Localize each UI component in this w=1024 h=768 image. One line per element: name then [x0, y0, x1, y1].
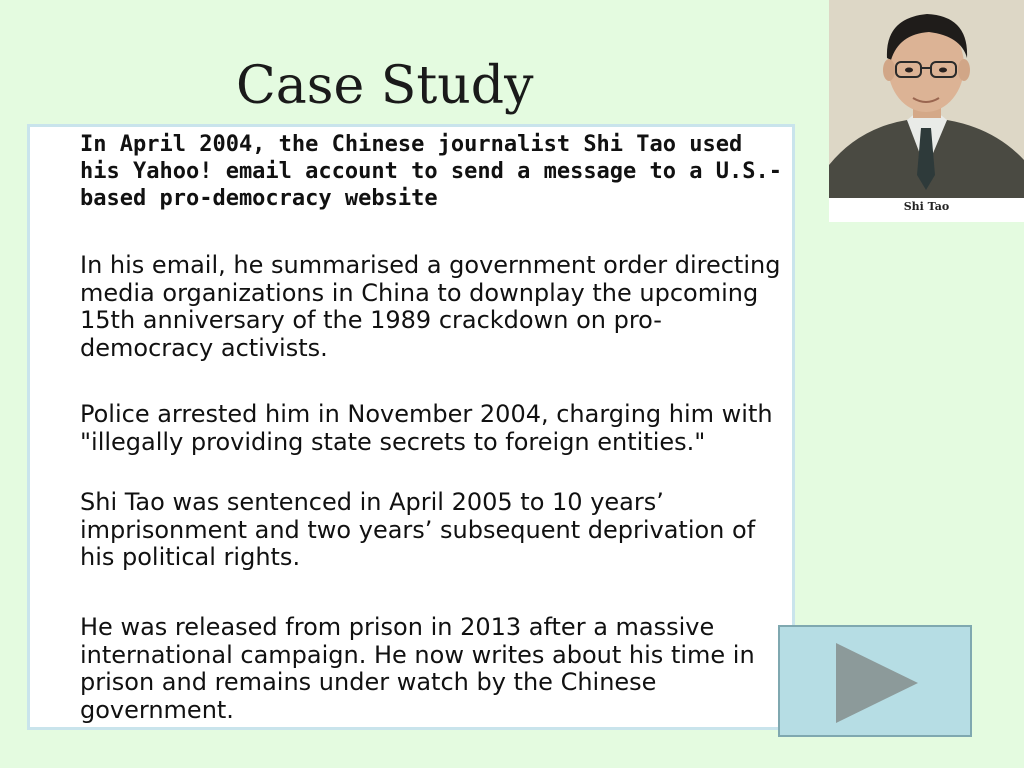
- paragraph-4: Shi Tao was sentenced in April 2005 to 10 years’ imprisonment and two years’ subsequent deprivation of his political rights.: [80, 488, 756, 571]
- paragraph-1: In April 2004, the Chinese journalist Shi Tao used his Yahoo! email account to send a message to a U.S.-based pro-democracy website: [80, 132, 782, 211]
- paragraph-3: Police arrested him in November 2004, charging him with "illegally providing state secrets to foreign entities.": [80, 400, 773, 456]
- paragraph-5: He was released from prison in 2013 after a massive international campaign. He now writes about his time in prison and remains under watch by the Chinese government.: [80, 613, 755, 724]
- portrait-photo: [829, 0, 1024, 198]
- portrait-frame: [829, 0, 1024, 222]
- portrait-caption: Shi Tao: [903, 200, 950, 213]
- play-icon: [834, 641, 920, 725]
- content-box: [27, 124, 795, 730]
- slide-title: Case Study: [236, 56, 534, 116]
- next-slide-button[interactable]: [778, 625, 972, 737]
- portrait-illustration: [829, 0, 1024, 198]
- paragraph-2: In his email, he summarised a government order directing media organizations in China to downplay the upcoming 15th anniversary of the 1989 crackdown on pro-democracy activists.: [80, 251, 781, 362]
